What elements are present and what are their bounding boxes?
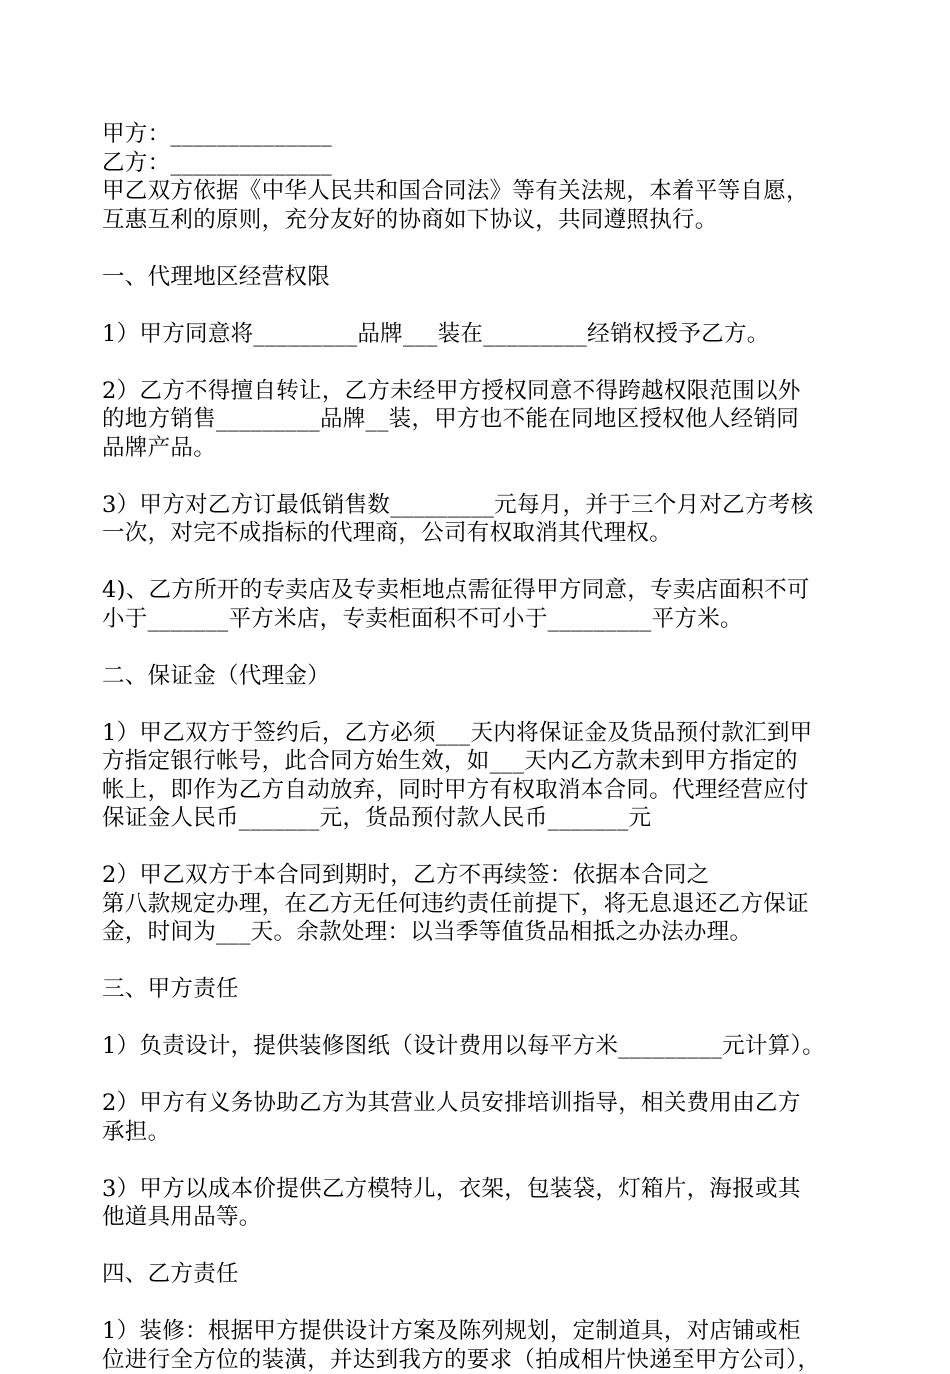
section-2-item-1-line-1: 1）甲乙双方于签约后，乙方必须___天内将保证金及货品预付款汇到甲: [102, 719, 854, 748]
section-2-item-2-line-3: 金，时间为___天。余款处理：以当季等值货品相抵之办法办理。: [102, 918, 854, 947]
section-1-item-2-line-3: 品牌产品。: [102, 434, 854, 463]
section-3-item-2-line-2: 承担。: [102, 1118, 854, 1147]
section-1-item-2-line-2: 的地方销售_________品牌__装，甲方也不能在同地区授权他人经销同: [102, 405, 854, 434]
section-4-item-1-line-1: 1）装修：根据甲方提供设计方案及陈列规划，定制道具，对店铺或柜: [102, 1317, 854, 1346]
section-1-item-2-line-1: 2）乙方不得擅自转让，乙方未经甲方授权同意不得跨越权限范围以外: [102, 377, 854, 406]
section-1-item-4-line-2: 小于_______平方米店，专卖柜面积不可小于_________平方米。: [102, 605, 854, 634]
section-1-title: 一、代理地区经营权限: [102, 263, 854, 292]
contract-document: [102, 120, 854, 1374]
section-4-title: 四、乙方责任: [102, 1260, 854, 1289]
section-3-item-3-line-2: 他道具用品等。: [102, 1203, 854, 1232]
party-a-line: 甲方：______________: [102, 120, 854, 149]
section-1-item-4-line-1: 4)、乙方所开的专卖店及专卖柜地点需征得甲方同意，专卖店面积不可: [102, 576, 854, 605]
section-2-item-1-line-2: 方指定银行帐号，此合同方始生效，如___天内乙方款未到甲方指定的: [102, 747, 854, 776]
section-2-title: 二、保证金（代理金）: [102, 662, 854, 691]
section-2-item-2-line-1: 2）甲乙双方于本合同到期时，乙方不再续签：依据本合同之: [102, 861, 854, 890]
section-1-item-3-line-2: 一次，对完不成指标的代理商，公司有权取消其代理权。: [102, 519, 854, 548]
section-1-item-3-line-1: 3）甲方对乙方订最低销售数_________元每月，并于三个月对乙方考核: [102, 491, 854, 520]
section-1-item-1: 1）甲方同意将_________品牌___装在_________经销权授予乙方。: [102, 320, 854, 349]
section-2-item-2-line-2: 第八款规定办理，在乙方无任何违约责任前提下，将无息退还乙方保证: [102, 890, 854, 919]
party-b-line: 乙方：______________: [102, 149, 854, 178]
section-3-item-1: 1）负责设计，提供装修图纸（设计费用以每平方米_________元计算）。: [102, 1032, 854, 1061]
section-2-item-1-line-4: 保证金人民币_______元，货品预付款人民币_______元: [102, 804, 854, 833]
section-4-item-1-line-2: 位进行全方位的装潢，并达到我方的要求（拍成相片快递至甲方公司），: [102, 1346, 854, 1374]
section-3-title: 三、甲方责任: [102, 975, 854, 1004]
section-3-item-3-line-1: 3）甲方以成本价提供乙方模特儿，衣架，包装袋，灯箱片，海报或其: [102, 1175, 854, 1204]
intro-line-2: 互惠互利的原则，充分友好的协商如下协议，共同遵照执行。: [102, 206, 854, 235]
intro-line-1: 甲乙双方依据《中华人民共和国合同法》等有关法规，本着平等自愿，: [102, 177, 854, 206]
section-3-item-2-line-1: 2）甲方有义务协助乙方为其营业人员安排培训指导，相关费用由乙方: [102, 1089, 854, 1118]
section-2-item-1-line-3: 帐上，即作为乙方自动放弃，同时甲方有权取消本合同。代理经营应付: [102, 776, 854, 805]
